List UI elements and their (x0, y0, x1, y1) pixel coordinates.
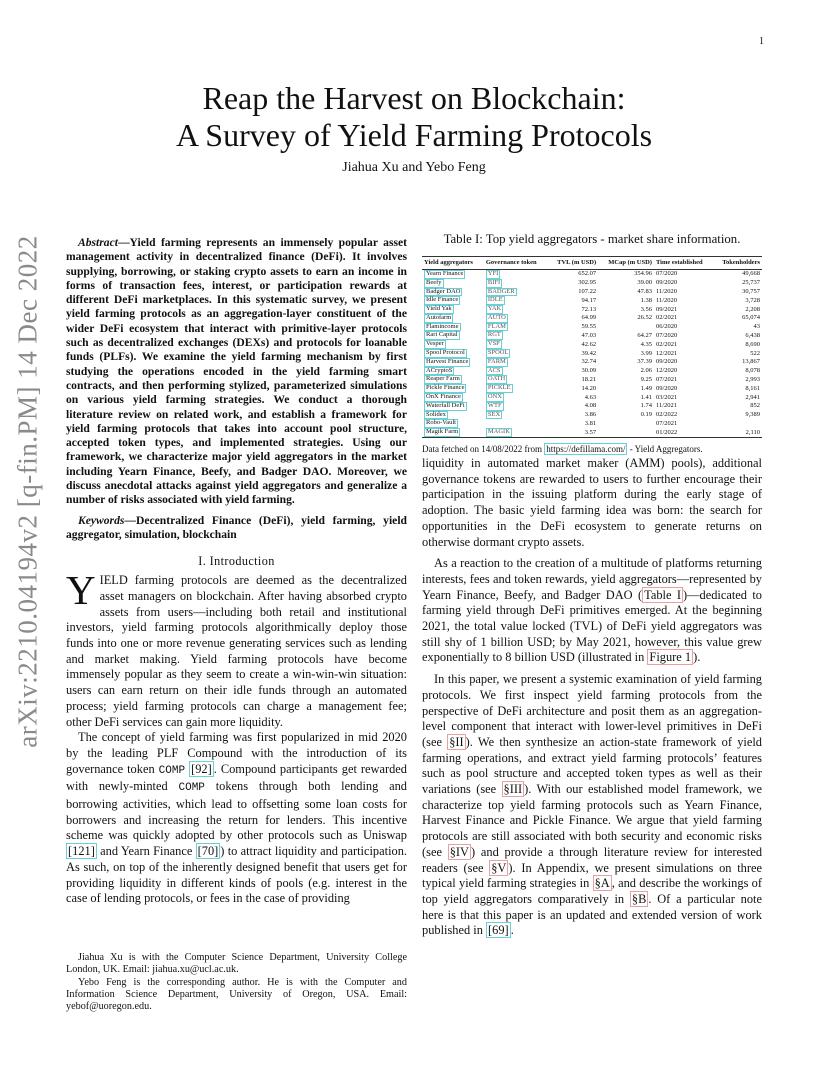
intro-paragraph-1 (66, 567, 407, 730)
table-row (422, 323, 762, 332)
right-column-body (422, 456, 762, 939)
text-run: ). With our established model framework, we characterize top yield farming protocols such as Yearn Finance, Harvest Finance and Pickle Finance. We argue that yield farming protocols are still associated with both security and economic risks (see (422, 782, 762, 859)
table-row (422, 305, 762, 314)
text-run: . (510, 923, 514, 938)
governance-token-link[interactable]: WTF (487, 401, 502, 409)
tvl-cell: 72.13 (581, 305, 597, 313)
mcap-cell: 1.49 (640, 384, 652, 392)
text-run: ) and provide a through literature review for interested readers (see (422, 844, 763, 875)
table-row (422, 296, 762, 305)
left-column (66, 236, 407, 907)
tvl-cell: 3.86 (584, 411, 597, 419)
aggregator-name-cell (422, 375, 484, 384)
intro-p1-text: IELD farming protocols are deemed as the decentralized asset managers on blockchain. After having absorbed crypto assets from users—including both retail and institutional investors, yield farming protocols algorithmically deploy those funds into one or more revenue generating services such as lending and market making. Yield farming protocols have become immensely popular as they seem to create a win-win-win situation: users can earn return on their idle funds through an automated process; yield farming protocols can charge a management fee; other DeFi services can gain more liquidity. (66, 573, 407, 729)
aggregator-name-link[interactable]: Pickle Finance (426, 384, 465, 392)
governance-token-link[interactable]: AUTO (487, 313, 506, 321)
table-row (422, 402, 762, 411)
table-row (422, 288, 762, 297)
page-number: 1 (759, 36, 764, 47)
governance-token-cell (484, 367, 548, 376)
section-reference-link[interactable]: §B (631, 891, 647, 906)
governance-token-cell (484, 331, 548, 340)
paper-authors: Jiahua Xu and Yebo Feng (342, 160, 486, 175)
text-run: ). In Appendix, we present simulations on three typical yield farming strategies in (422, 860, 763, 891)
table-row (422, 384, 762, 393)
table-header: Governance token (484, 257, 548, 270)
aggregator-name-cell (422, 393, 484, 402)
governance-token-link[interactable]: OATH (487, 375, 506, 383)
aggregator-name-link[interactable]: Flamincome (426, 322, 459, 330)
aggregator-name-cell (422, 279, 484, 288)
governance-token-link[interactable]: YFI (487, 269, 499, 277)
governance-token-cell (484, 323, 548, 332)
aggregator-name-link[interactable]: Waterfall DeFi (426, 401, 465, 409)
table-header: MCap (m USD) (598, 257, 654, 270)
tokenholders-cell: 30,757 (742, 287, 760, 295)
governance-token-cell (484, 393, 548, 402)
tvl-cell: 3.81 (584, 419, 597, 427)
text-run: The concept of yield farming was first popularized in mid 2020 by the leading PLF Compound with the introduction of its governance token (66, 730, 407, 776)
right-paragraph-1: liquidity in automated market maker (AMM) pools), additional governance tokens are rewarded to users to further encourage their participation in the issuing platform during the early stage of adoption. The basic yield farming idea was born: the search for opportunities in the DeFi ecosystem to generate returns on otherwise dormant crypto assets. (422, 456, 762, 549)
tvl-cell: 42.62 (581, 340, 597, 348)
mcap-cell: 1.74 (640, 402, 652, 410)
footnote-author-1: Jiahua Xu is with the Computer Science Department, University College London, UK. Email: jiahua.xu@ucl.ac.uk. (66, 952, 407, 976)
aggregator-name-link[interactable]: Yield Yak (426, 305, 452, 313)
mcap-cell: 2.06 (640, 367, 652, 375)
arxiv-identifier-stamp[interactable] (4, 234, 52, 748)
governance-token-link[interactable]: BADGER (487, 287, 515, 295)
governance-token-cell (484, 358, 548, 367)
table-row (422, 269, 762, 278)
tokenholders-cell: 25,737 (742, 279, 760, 287)
mcap-cell: 47.83 (637, 287, 652, 295)
time-established-cell: 09/2020 (655, 384, 678, 392)
section-reference-link[interactable]: §A (594, 876, 610, 891)
mcap-cell: 39.00 (637, 279, 652, 287)
time-established-cell: 01/2022 (654, 428, 713, 437)
governance-token-cell (484, 340, 548, 349)
text-run: ). We then synthesize an action-state framework of yield farming operations, and extract yield farming protocols’ features such as pool structure and accepted token types as well as their variations (see (422, 734, 763, 797)
aggregator-name-link[interactable]: Badger DAO (426, 287, 461, 295)
citation-link[interactable]: [121] (68, 844, 95, 859)
text-run: ) to attract liquidity and participation. As such, on top of the inherently designed benefit that users get for providing liquidity in different kinds of pools (e.g. interest in the case of lending protocols, or fees in the case of providing (66, 844, 407, 906)
mcap-cell: 3.99 (640, 349, 652, 357)
tokenholders-cell: 3,728 (745, 296, 760, 304)
tokenholders-cell: 2,993 (745, 375, 760, 383)
text-run: As a reaction to the creation of a multitude of platforms returning interests, fees and token rewards, yield aggregators—represented by Yearn Finance, Beefy, and Badger DAO ( (422, 556, 762, 602)
tokenholders-cell: 6,438 (745, 331, 760, 339)
abstract (66, 236, 407, 508)
tvl-cell: 47.03 (581, 331, 597, 339)
aggregator-name-cell (422, 358, 484, 367)
table-body (422, 269, 762, 437)
mcap-cell: 354.96 (634, 270, 652, 278)
governance-token-cell (484, 296, 548, 305)
tvl-cell: 18.21 (581, 375, 597, 383)
governance-token-link[interactable]: SEX (487, 410, 501, 418)
aggregator-name-link[interactable]: Robo-Vault (426, 419, 456, 427)
aggregator-name-cell (422, 288, 484, 297)
aggregator-name-cell (422, 296, 484, 305)
governance-token-cell (484, 288, 548, 297)
footnote-author-2: Yebo Feng is the corresponding author. He is with the Computer and Information Science Department, University of Oregon, USA. Email: yebof@uoregon.edu. (66, 976, 407, 1013)
time-established-cell: 07/2021 (655, 419, 678, 427)
governance-token-link[interactable]: SPOOL (487, 349, 509, 357)
aggregator-name-link[interactable]: OnX Finance (426, 393, 461, 401)
mcap-cell: 1.38 (640, 296, 652, 304)
time-established-cell: 12/2021 (655, 349, 678, 357)
table-caption: Table I: Top yield aggregators - market share information. (443, 232, 741, 246)
governance-token-link[interactable]: RGT (487, 331, 501, 339)
text-run: - Yield Aggregators. (627, 444, 703, 455)
text-run: Data fetched on 14/08/2022 from (422, 444, 545, 455)
time-established-cell: 03/2021 (655, 393, 678, 401)
text-run: . Of a particular note here is that this paper is an updated and extended version of work published in (422, 891, 762, 938)
aggregator-name-cell (422, 367, 484, 376)
title-line-1: Reap the Harvest on Blockchain: (202, 80, 626, 116)
time-established-cell: 02/2021 (655, 314, 678, 322)
keywords-text: —Decentralized Finance (DeFi), yield farming, yield aggregator, simulation, blockchain (66, 513, 407, 541)
text-run: tokens through both lending and borrowing activities, which lead to offsetting some loan costs for borrowers and increasing the return for lenders. This incentive scheme was quickly adopted by other protocols such as Uniswap (66, 779, 408, 843)
footnotes (66, 952, 407, 1013)
time-established-cell: 02/2022 (655, 411, 678, 419)
time-established-cell: 06/2020 (655, 323, 678, 331)
aggregator-name-link[interactable]: Vesper (426, 340, 444, 348)
aggregator-name-cell (422, 305, 484, 314)
text-run: )—dedicated to farming yield through DeFi primitives emerged. At the beginning 2021, the total value locked (TVL) of DeFi yield aggregators was still shy of 1 billion USD; by May 2021, however, this value grew exponentially to 8 billion USD (illustrated in (422, 587, 762, 665)
tvl-cell: 32.74 (581, 358, 597, 366)
aggregator-name-link[interactable]: Solidex (426, 410, 446, 418)
abstract-text: —Yield farming represents an immensely popular asset management activity in decentralized finance (DeFi). It involves supplying, borrowing, or staking crypto assets to earn an income in forms of transaction fees, interest, or participation rewards at different DeFi marketplaces. In this systematic survey, we present yield farming protocols as an aggregation-layer constituent of the wider DeFi ecosystem that interact with primitive-layer protocols such as decentralized exchanges (DEXs) and protocols for loanable funds (PLFs). We examine the yield farming mechanism by first studying the operations encoded in the yield farming smart contracts, and then performing stylized, parameterized simulations on various yield farming strategies. We conduct a thorough literature review on related work, and establish a framework for yield farming protocols that takes into account pool structure, accepted token types, and implemented strategies. Using our framework, we characterize major yield aggregators in the market including Yearn Finance, Beefy, and Badger DAO. Moreover, we discuss anecdotal attacks against yield aggregators and generalize a number of risks associated with yield farming. (66, 236, 407, 507)
time-established-cell: 07/2020 (655, 331, 678, 339)
table-row (422, 349, 762, 358)
aggregator-name-link[interactable]: Spool Protocol (426, 349, 465, 357)
governance-token-cell (484, 384, 548, 393)
governance-token-cell (484, 269, 548, 278)
tvl-cell: 14.20 (581, 384, 597, 392)
mcap-cell: 64.27 (637, 331, 652, 339)
text-run: and Yearn Finance (96, 844, 196, 859)
section-reference-link[interactable]: §IV (449, 844, 469, 859)
title-line-2: A Survey of Yield Farming Protocols (175, 117, 653, 153)
aggregator-name-cell (422, 419, 484, 428)
mcap-cell (598, 419, 654, 428)
time-established-cell: 12/2020 (655, 367, 678, 375)
tokenholders-cell: 8,161 (745, 384, 760, 392)
governance-token-link[interactable]: IDLE (487, 296, 503, 304)
governance-token-link[interactable]: FLAM (487, 322, 506, 330)
aggregator-name-cell (422, 384, 484, 393)
tokenholders-cell: 9,389 (745, 411, 760, 419)
mcap-cell (598, 428, 654, 437)
aggregator-name-link[interactable]: Reaper Farm (426, 375, 460, 383)
time-established-cell: 02/2021 (655, 340, 678, 348)
governance-token-cell (484, 279, 548, 288)
tokenholders-cell: 8,078 (745, 367, 760, 375)
time-established-cell: 09/2021 (655, 305, 678, 313)
text-run: ). (693, 650, 701, 665)
table-row (422, 367, 762, 376)
right-paragraph-2 (422, 556, 762, 666)
tvl-cell: 94.17 (581, 296, 597, 304)
tokenholders-cell: 65,074 (742, 314, 760, 322)
time-established-cell: 11/2020 (655, 296, 678, 304)
aggregator-name-link[interactable]: Autofarm (426, 313, 452, 321)
table-header: Time established (654, 257, 713, 270)
aggregator-name-link[interactable]: Magik Farm (426, 428, 459, 436)
aggregator-name-cell (422, 340, 484, 349)
aggregator-name-cell (422, 349, 484, 358)
drop-cap: Y (66, 567, 96, 614)
table-reference-link[interactable]: Table I (644, 587, 681, 602)
aggregator-name-link[interactable]: Idle Finance (426, 296, 459, 304)
tvl-cell: 59.55 (581, 323, 597, 331)
section-reference-link[interactable]: §II (449, 734, 464, 749)
tvl-cell: 30.09 (581, 367, 597, 375)
table-row (422, 375, 762, 384)
governance-token-cell (484, 411, 548, 420)
governance-token-link[interactable]: ONX (487, 393, 502, 401)
tvl-cell: 4.08 (584, 402, 597, 410)
time-established-cell: 11/2021 (655, 402, 678, 410)
table-header-row (422, 257, 762, 270)
citation-link[interactable]: [92] (191, 761, 212, 776)
table-row (422, 331, 762, 340)
table-row (422, 428, 762, 437)
tokenholders-cell (713, 419, 762, 428)
governance-token-link[interactable]: VSP (487, 340, 500, 348)
citation-link[interactable]: [69] (488, 923, 509, 938)
mcap-cell: 1.41 (640, 393, 652, 401)
tokenholders-cell: 43 (753, 323, 760, 331)
table-row (422, 340, 762, 349)
mcap-cell: 4.35 (640, 340, 652, 348)
defillama-link[interactable]: https://defillama.com/ (546, 444, 626, 455)
aggregator-name-link[interactable]: Rari Capital (426, 331, 458, 339)
text-run: , and describe the workings of top yield aggregators comparatively in (422, 876, 762, 906)
right-paragraph-3 (422, 672, 762, 939)
tvl-cell: 64.99 (581, 314, 597, 322)
table-row (422, 411, 762, 420)
aggregator-name-cell (422, 428, 484, 437)
mcap-cell: 37.39 (637, 358, 652, 366)
code-comp: COMP (158, 764, 186, 777)
arxiv-identifier-text: arXiv:2210.04194v2 [q-fin.PM] 14 Dec 2022 (12, 234, 43, 748)
aggregator-name-cell (422, 323, 484, 332)
table-header: TVL (m USD) (548, 257, 598, 270)
mcap-cell: 26.52 (637, 314, 652, 322)
tokenholders-cell: 2,208 (745, 305, 760, 313)
governance-token-cell (484, 375, 548, 384)
governance-token-link[interactable]: ACS (487, 366, 501, 374)
tvl-cell: 3.57 (548, 428, 598, 437)
section-heading-introduction: I. Introduction (198, 554, 275, 569)
keywords-label: Keywords (78, 513, 125, 527)
keywords (66, 514, 407, 543)
aggregator-name-cell (422, 314, 484, 323)
aggregator-name-cell (422, 331, 484, 340)
governance-token-cell (484, 428, 548, 437)
mcap-cell (598, 323, 654, 332)
tvl-cell: 107.22 (578, 287, 597, 295)
table-row (422, 393, 762, 402)
time-established-cell: 07/2021 (655, 375, 678, 383)
table-row (422, 419, 762, 428)
governance-token-cell (484, 305, 548, 314)
governance-token-cell (484, 349, 548, 358)
aggregator-name-cell (422, 402, 484, 411)
table-row (422, 358, 762, 367)
tokenholders-cell: 13,867 (742, 358, 760, 366)
governance-token-cell (484, 314, 548, 323)
table-row (422, 314, 762, 323)
tokenholders-cell: 49,668 (742, 270, 760, 278)
aggregator-name-cell (422, 269, 484, 278)
aggregator-name-link[interactable]: Harvest Finance (426, 357, 469, 365)
introduction-body (66, 567, 408, 907)
governance-token-cell (484, 402, 548, 411)
yield-aggregators-table (422, 256, 762, 438)
time-established-cell: 09/2020 (655, 358, 678, 366)
tokenholders-cell: 8,690 (745, 340, 760, 348)
aggregator-name-cell (422, 411, 484, 420)
citation-link[interactable]: [70] (197, 844, 219, 859)
mcap-cell: 0.19 (640, 411, 652, 419)
text-run: . Compound participants get rewarded with newly-minted (66, 761, 407, 794)
time-established-cell: 09/2020 (655, 279, 678, 287)
tvl-cell: 302.95 (578, 279, 597, 287)
governance-token-link[interactable]: BIFI (487, 278, 501, 286)
governance-token-link[interactable]: PICKLE (487, 384, 511, 392)
tvl-cell: 39.42 (581, 349, 597, 357)
tvl-cell: 652.07 (578, 270, 597, 278)
table-source-note (422, 444, 762, 454)
governance-token-link[interactable]: YAK (487, 305, 502, 313)
code-comp: COMP (178, 782, 205, 795)
time-established-cell: 11/2020 (655, 287, 678, 295)
intro-paragraph-2 (66, 730, 407, 907)
tokenholders-cell: 852 (750, 402, 760, 410)
aggregator-name-link[interactable]: Beefy (426, 278, 442, 286)
time-established-cell: 07/2020 (655, 270, 678, 278)
table-row (422, 279, 762, 288)
paper-title (60, 80, 768, 154)
figure-reference-link[interactable]: Figure 1 (649, 650, 692, 665)
mcap-cell: 9.25 (640, 375, 652, 383)
text-run: In this paper, we present a systemic examination of yield farming protocols. We first inspect yield farming protocols from the perspective of DeFi architecture and posit them as an aggregation-level component that interact with lower-level primitives in DeFi (see (422, 672, 762, 749)
governance-token-link[interactable]: MAGIK (487, 428, 510, 436)
section-reference-link[interactable]: §V (491, 860, 507, 875)
table-header: Tokenholders (713, 257, 762, 270)
governance-token-cell (484, 419, 548, 428)
tokenholders-cell: 2,941 (745, 393, 760, 401)
abstract-label: Abstract (78, 236, 118, 249)
aggregator-name-link[interactable]: Yearn Finance (426, 269, 464, 277)
section-reference-link[interactable]: §III (503, 782, 523, 797)
tvl-cell: 4.63 (584, 393, 597, 401)
aggregator-name-link[interactable]: ACryptoS (426, 366, 453, 374)
mcap-cell: 3.56 (640, 305, 652, 313)
tokenholders-cell: 522 (750, 349, 760, 357)
right-column-table-block (422, 232, 762, 454)
governance-token-link[interactable]: FARM (487, 357, 506, 365)
tokenholders-cell: 2,110 (713, 428, 762, 437)
table-header: Yield aggregators (422, 257, 484, 270)
